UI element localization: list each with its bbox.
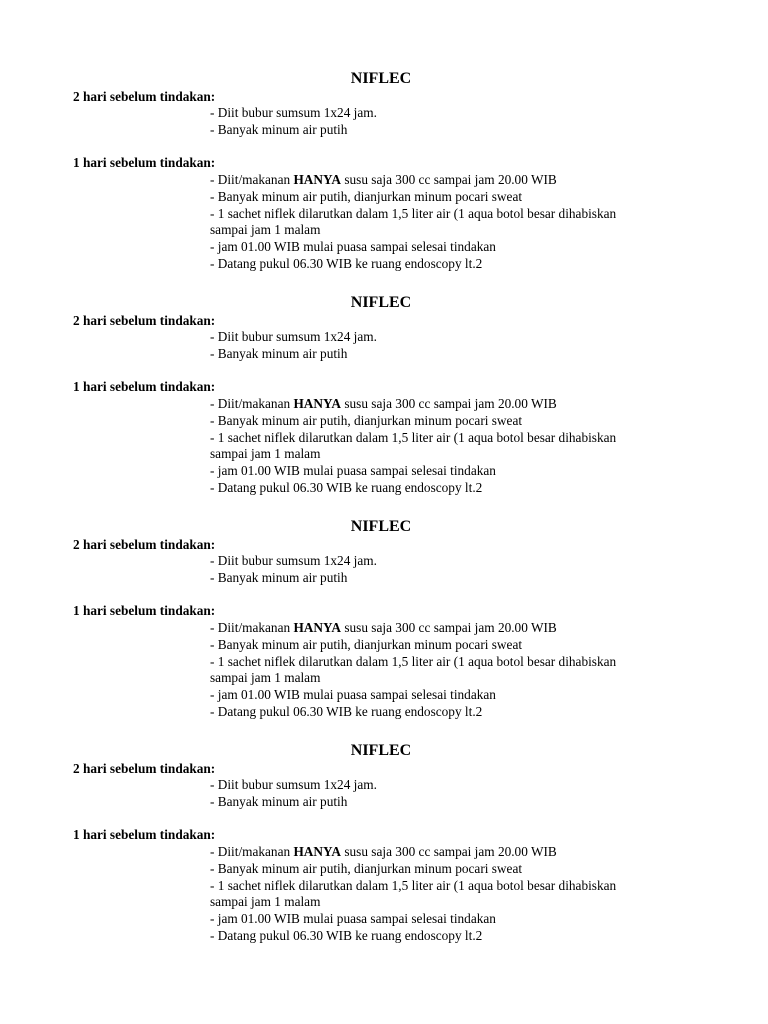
day1-item-suffix: susu saja 300 cc sampai jam 20.00 WIB <box>341 844 557 859</box>
day1-item <box>210 396 557 413</box>
day1-item-continuation: sampai jam 1 malam <box>210 670 321 685</box>
day1-item-suffix: susu saja 300 cc sampai jam 20.00 WIB <box>341 172 557 187</box>
day1-item: - jam 01.00 WIB mulai puasa sampai selesai tindakan <box>210 239 496 254</box>
day1-item <box>210 172 557 189</box>
day1-item-continuation: sampai jam 1 malam <box>210 446 321 461</box>
day2-item: - Banyak minum air putih <box>210 346 348 361</box>
day1-item-suffix: susu saja 300 cc sampai jam 20.00 WIB <box>341 620 557 635</box>
day1-item: - Datang pukul 06.30 WIB ke ruang endoscopy lt.2 <box>210 928 483 943</box>
day2-item: - Diit bubur sumsum 1x24 jam. <box>210 553 377 568</box>
block-title: NIFLEC <box>350 294 412 311</box>
day2-item: - Banyak minum air putih <box>210 570 348 585</box>
day1-item-suffix: susu saja 300 cc sampai jam 20.00 WIB <box>341 396 557 411</box>
day1-item: - jam 01.00 WIB mulai puasa sampai selesai tindakan <box>210 911 496 926</box>
day1-item-continuation: sampai jam 1 malam <box>210 894 321 909</box>
day1-item: - Banyak minum air putih, dianjurkan minum pocari sweat <box>210 637 523 652</box>
day1-heading: 1 hari sebelum tindakan: <box>73 827 216 842</box>
day1-item: - jam 01.00 WIB mulai puasa sampai selesai tindakan <box>210 687 496 702</box>
day2-item: - Diit bubur sumsum 1x24 jam. <box>210 777 377 792</box>
day2-heading: 2 hari sebelum tindakan: <box>73 313 216 328</box>
day1-item: - Banyak minum air putih, dianjurkan minum pocari sweat <box>210 189 523 204</box>
block-title: NIFLEC <box>350 70 412 87</box>
block-title: NIFLEC <box>350 518 412 535</box>
day1-item: - jam 01.00 WIB mulai puasa sampai selesai tindakan <box>210 463 496 478</box>
day1-item-prefix: - Diit/makanan <box>210 844 294 859</box>
day1-item: - Datang pukul 06.30 WIB ke ruang endoscopy lt.2 <box>210 480 483 495</box>
day1-item: - 1 sachet niflek dilarutkan dalam 1,5 liter air (1 aqua botol besar dihabiskan <box>210 430 617 445</box>
day2-item: - Banyak minum air putih <box>210 122 348 137</box>
day1-heading: 1 hari sebelum tindakan: <box>73 155 216 170</box>
day1-item: - 1 sachet niflek dilarutkan dalam 1,5 liter air (1 aqua botol besar dihabiskan <box>210 654 617 669</box>
day1-item-prefix: - Diit/makanan <box>210 620 294 635</box>
day1-item <box>210 844 557 861</box>
day2-item: - Diit bubur sumsum 1x24 jam. <box>210 329 377 344</box>
day1-item-prefix: - Diit/makanan <box>210 396 294 411</box>
day1-item: - Datang pukul 06.30 WIB ke ruang endoscopy lt.2 <box>210 256 483 271</box>
day1-heading: 1 hari sebelum tindakan: <box>73 379 216 394</box>
day1-item <box>210 620 557 637</box>
block-title: NIFLEC <box>350 742 412 759</box>
day2-heading: 2 hari sebelum tindakan: <box>73 761 216 776</box>
day1-item: - Banyak minum air putih, dianjurkan minum pocari sweat <box>210 861 523 876</box>
day1-item-prefix: - Diit/makanan <box>210 172 294 187</box>
day1-item: - 1 sachet niflek dilarutkan dalam 1,5 liter air (1 aqua botol besar dihabiskan <box>210 206 617 221</box>
day1-heading: 1 hari sebelum tindakan: <box>73 603 216 618</box>
day2-heading: 2 hari sebelum tindakan: <box>73 89 216 104</box>
day2-item: - Banyak minum air putih <box>210 794 348 809</box>
day1-item-continuation: sampai jam 1 malam <box>210 222 321 237</box>
emphasis-text: HANYA <box>293 844 341 859</box>
day1-item: - Datang pukul 06.30 WIB ke ruang endoscopy lt.2 <box>210 704 483 719</box>
day2-heading: 2 hari sebelum tindakan: <box>73 537 216 552</box>
day2-item: - Diit bubur sumsum 1x24 jam. <box>210 105 377 120</box>
emphasis-text: HANYA <box>293 172 341 187</box>
day1-item: - 1 sachet niflek dilarutkan dalam 1,5 liter air (1 aqua botol besar dihabiskan <box>210 878 617 893</box>
emphasis-text: HANYA <box>293 620 341 635</box>
emphasis-text: HANYA <box>293 396 341 411</box>
day1-item: - Banyak minum air putih, dianjurkan minum pocari sweat <box>210 413 523 428</box>
